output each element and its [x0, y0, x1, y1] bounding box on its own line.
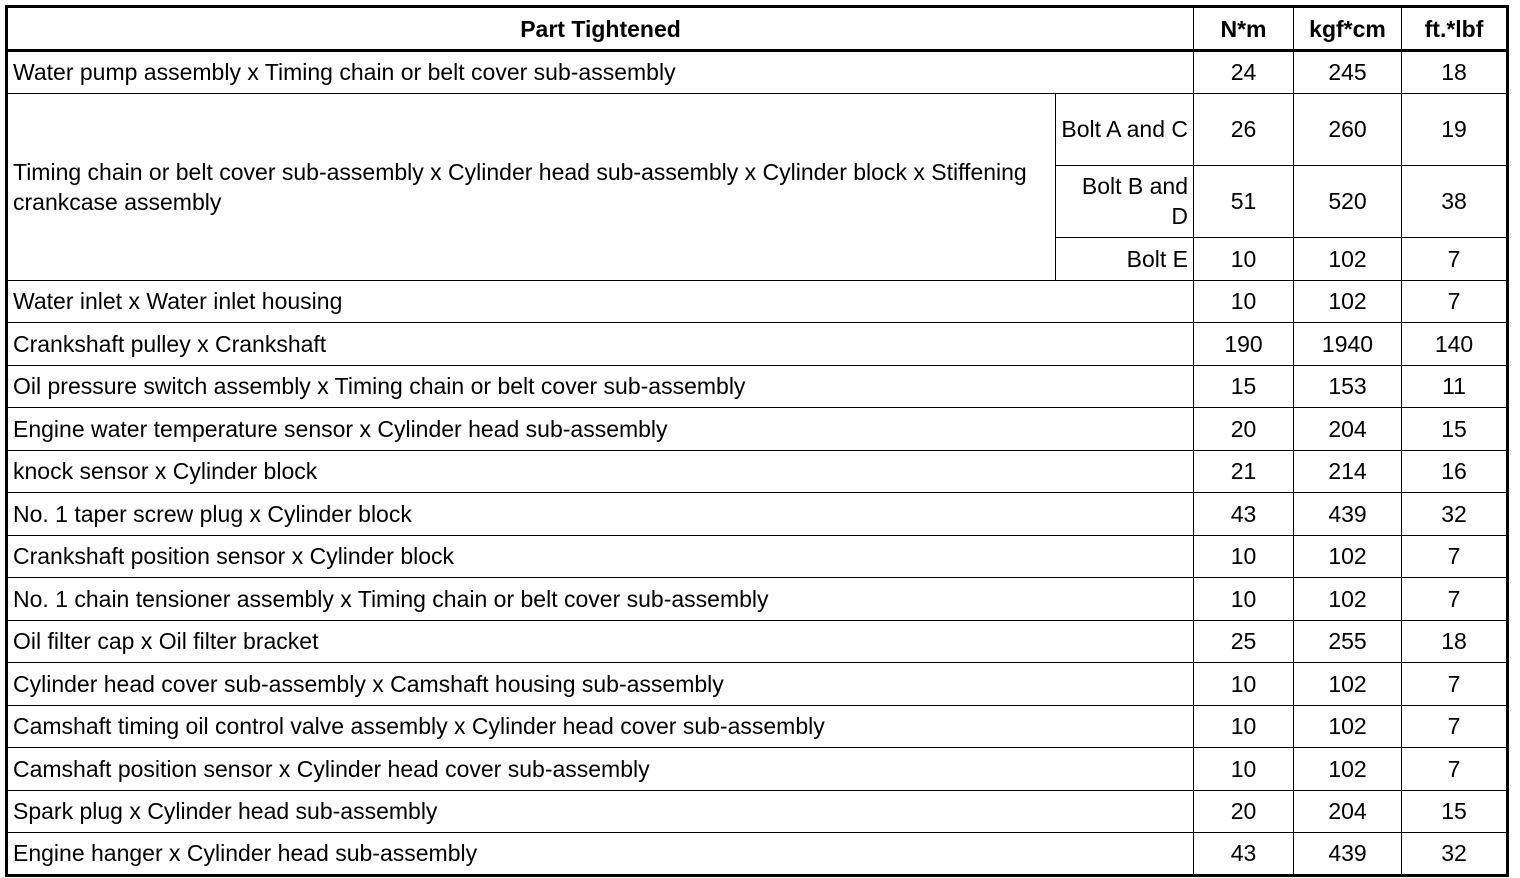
nm-cell: 10: [1194, 237, 1294, 280]
part-cell: Water pump assembly x Timing chain or belt cover sub-assembly: [7, 51, 1194, 94]
kgf-cell: 1940: [1294, 323, 1402, 366]
bolt-label-cell: Bolt E: [1056, 237, 1194, 280]
table-row-bolt-a-c: [7, 93, 1508, 165]
part-cell: No. 1 chain tensioner assembly x Timing chain or belt cover sub-assembly: [7, 578, 1194, 621]
table-row: [7, 280, 1508, 323]
nm-cell: 20: [1194, 790, 1294, 833]
nm-cell: 10: [1194, 663, 1294, 706]
nm-cell: 24: [1194, 51, 1294, 94]
part-cell: Camshaft timing oil control valve assembly x Cylinder head cover sub-assembly: [7, 705, 1194, 748]
ft-cell: 7: [1402, 663, 1508, 706]
kgf-cell: 102: [1294, 663, 1402, 706]
part-cell: No. 1 taper screw plug x Cylinder block: [7, 493, 1194, 536]
nm-cell: 51: [1194, 165, 1294, 237]
header-ft-lbf: ft.*lbf: [1402, 7, 1508, 51]
ft-cell: 19: [1402, 93, 1508, 165]
bolt-label-cell: Bolt B and D: [1056, 165, 1194, 237]
table-row: [7, 493, 1508, 536]
torque-table: [5, 5, 1509, 877]
bolt-label-cell: Bolt A and C: [1056, 93, 1194, 165]
table-row: [7, 705, 1508, 748]
kgf-cell: 204: [1294, 790, 1402, 833]
part-cell-timing-cover: Timing chain or belt cover sub-assembly x Cylinder head sub-assembly x Cylinder block x Stiffening crankcase assembly: [7, 93, 1056, 280]
part-cell: Engine hanger x Cylinder head sub-assembly: [7, 833, 1194, 876]
nm-cell: 10: [1194, 535, 1294, 578]
table-row: [7, 535, 1508, 578]
table-row: [7, 790, 1508, 833]
part-cell: Cylinder head cover sub-assembly x Camshaft housing sub-assembly: [7, 663, 1194, 706]
part-cell: Crankshaft position sensor x Cylinder block: [7, 535, 1194, 578]
table-row: [7, 323, 1508, 366]
table-row: [7, 663, 1508, 706]
kgf-cell: 102: [1294, 237, 1402, 280]
kgf-cell: 214: [1294, 450, 1402, 493]
kgf-cell: 204: [1294, 408, 1402, 451]
nm-cell: 10: [1194, 748, 1294, 791]
nm-cell: 190: [1194, 323, 1294, 366]
nm-cell: 25: [1194, 620, 1294, 663]
ft-cell: 7: [1402, 578, 1508, 621]
ft-cell: 7: [1402, 280, 1508, 323]
nm-cell: 43: [1194, 833, 1294, 876]
table-row: [7, 620, 1508, 663]
part-cell: Spark plug x Cylinder head sub-assembly: [7, 790, 1194, 833]
kgf-cell: 102: [1294, 280, 1402, 323]
part-cell: knock sensor x Cylinder block: [7, 450, 1194, 493]
ft-cell: 15: [1402, 790, 1508, 833]
ft-cell: 32: [1402, 833, 1508, 876]
ft-cell: 38: [1402, 165, 1508, 237]
ft-cell: 7: [1402, 748, 1508, 791]
ft-cell: 32: [1402, 493, 1508, 536]
kgf-cell: 520: [1294, 165, 1402, 237]
table-row: [7, 51, 1508, 94]
table-row: [7, 748, 1508, 791]
part-cell: Oil pressure switch assembly x Timing chain or belt cover sub-assembly: [7, 365, 1194, 408]
kgf-cell: 102: [1294, 578, 1402, 621]
ft-cell: 11: [1402, 365, 1508, 408]
header-nm: N*m: [1194, 7, 1294, 51]
ft-cell: 140: [1402, 323, 1508, 366]
part-cell: Oil filter cap x Oil filter bracket: [7, 620, 1194, 663]
kgf-cell: 439: [1294, 833, 1402, 876]
table-row: [7, 450, 1508, 493]
nm-cell: 21: [1194, 450, 1294, 493]
kgf-cell: 153: [1294, 365, 1402, 408]
kgf-cell: 245: [1294, 51, 1402, 94]
nm-cell: 10: [1194, 578, 1294, 621]
table-row: [7, 365, 1508, 408]
part-cell: Water inlet x Water inlet housing: [7, 280, 1194, 323]
nm-cell: 15: [1194, 365, 1294, 408]
table-row: [7, 578, 1508, 621]
kgf-cell: 102: [1294, 705, 1402, 748]
header-row: [7, 7, 1508, 51]
ft-cell: 16: [1402, 450, 1508, 493]
nm-cell: 43: [1194, 493, 1294, 536]
kgf-cell: 102: [1294, 748, 1402, 791]
kgf-cell: 102: [1294, 535, 1402, 578]
ft-cell: 15: [1402, 408, 1508, 451]
ft-cell: 7: [1402, 237, 1508, 280]
nm-cell: 10: [1194, 280, 1294, 323]
table-row: [7, 408, 1508, 451]
part-cell: Crankshaft pulley x Crankshaft: [7, 323, 1194, 366]
ft-cell: 7: [1402, 535, 1508, 578]
torque-spec-sheet: [5, 5, 1506, 871]
table-row: [7, 833, 1508, 876]
nm-cell: 20: [1194, 408, 1294, 451]
kgf-cell: 260: [1294, 93, 1402, 165]
nm-cell: 10: [1194, 705, 1294, 748]
ft-cell: 7: [1402, 705, 1508, 748]
kgf-cell: 439: [1294, 493, 1402, 536]
nm-cell: 26: [1194, 93, 1294, 165]
part-cell: Engine water temperature sensor x Cylinder head sub-assembly: [7, 408, 1194, 451]
ft-cell: 18: [1402, 51, 1508, 94]
kgf-cell: 255: [1294, 620, 1402, 663]
header-kgf-cm: kgf*cm: [1294, 7, 1402, 51]
header-part-tightened: Part Tightened: [7, 7, 1194, 51]
ft-cell: 18: [1402, 620, 1508, 663]
part-cell: Camshaft position sensor x Cylinder head cover sub-assembly: [7, 748, 1194, 791]
